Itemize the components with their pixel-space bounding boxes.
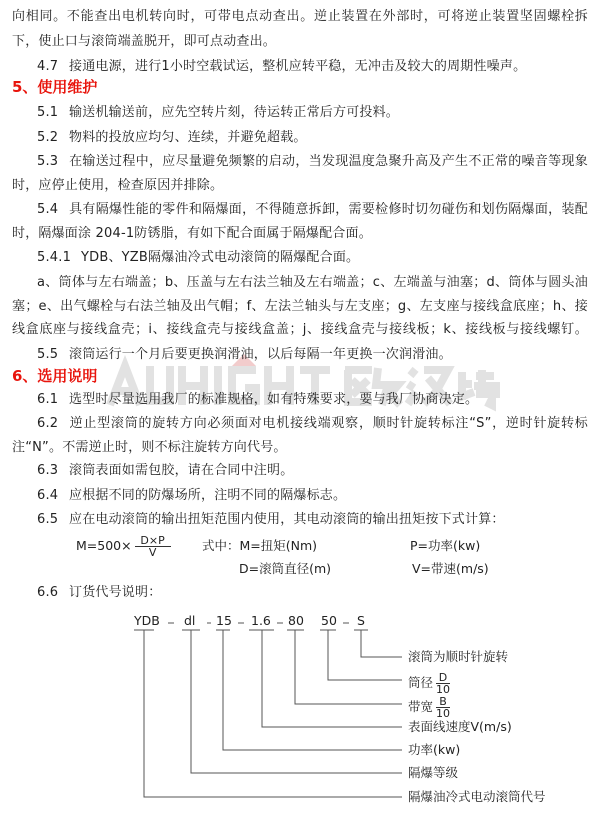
item-text: 订货代号说明： bbox=[69, 585, 162, 600]
code-80: 80 bbox=[288, 613, 304, 628]
formula-where-p: P=功率(kw) bbox=[410, 538, 481, 553]
formula-where-m: 式中：M=扭矩(Nm) bbox=[202, 538, 318, 553]
item-number: 6.3 bbox=[37, 463, 59, 478]
item-number: 6.4 bbox=[37, 488, 59, 503]
formula-lhs: M=500× bbox=[76, 538, 132, 553]
code-1-6: 1.6 bbox=[251, 613, 271, 628]
item-number: 5.2 bbox=[37, 130, 59, 145]
label-diameter bbox=[408, 672, 450, 695]
formula-where-v: V=带速(m/s) bbox=[412, 561, 489, 576]
item-number: 5.1 bbox=[37, 105, 59, 120]
item-number: 5.3 bbox=[37, 154, 59, 169]
fraction-denominator: 10 bbox=[436, 683, 451, 696]
paragraph-line: 塞；e、出气螺栓与右法兰轴及出气帽；f、左法兰轴头与左支座；g、左支座与接线盒底座；h、接 bbox=[12, 299, 588, 314]
label-speed: 表面线速度V(m/s) bbox=[408, 719, 512, 734]
leader-line-ydb bbox=[144, 630, 402, 797]
formula-denominator: V bbox=[148, 546, 157, 559]
item-text: 滚筒运行一个月后要更换润滑油，以后每隔一年更换一次润滑油。 bbox=[69, 347, 452, 362]
leader-line-50 bbox=[328, 630, 402, 680]
item-number: 6.2 bbox=[37, 416, 59, 431]
paragraph-line: 向相同。不能查出电机转向时，可带电点动查出。逆止装置在外部时，可将逆止装置坚固螺栓拆 bbox=[12, 9, 588, 24]
label-belt-width bbox=[408, 696, 450, 719]
code-50: 50 bbox=[321, 613, 337, 628]
section-heading-6: 6、选用说明 bbox=[12, 367, 98, 385]
paragraph-line: 注“N”。不需逆止时，则不标注旋转方向代号。 bbox=[12, 440, 287, 455]
label-product-code: 隔爆油冷式电动滚筒代号 bbox=[408, 789, 546, 804]
item-text: 在输送过程中，应尽量避免频繁的启动，当发现温度急聚升高及产生不正常的噪音等现象 bbox=[69, 154, 588, 169]
label-text: 筒径 bbox=[408, 675, 434, 690]
fraction-numerator: D bbox=[436, 672, 450, 684]
item-number: 6.1 bbox=[37, 392, 59, 407]
paragraph-line: 时，隔爆面涂 204-1防锈脂，有如下配合面属于隔爆配合面。 bbox=[12, 226, 372, 241]
paragraph-line: 下，使止口与滚筒端盖脱开，即可点动查出。 bbox=[12, 34, 277, 49]
leader-line-15 bbox=[223, 630, 402, 750]
label-text: 带宽 bbox=[408, 699, 434, 714]
item-number: 6.6 bbox=[37, 585, 59, 600]
code-15: 15 bbox=[216, 613, 232, 628]
section-heading-5: 5、使用维护 bbox=[12, 78, 98, 96]
paragraph-line: 时，应停止使用，检查原因并排除。 bbox=[12, 178, 224, 193]
code-dl: dl bbox=[184, 613, 196, 628]
item-number: 5.5 bbox=[37, 347, 59, 362]
item-text: 应根据不同的防爆场所，注明不同的隔爆标志。 bbox=[69, 488, 347, 503]
item-text: YDB、YZB隔爆油冷式电动滚筒的隔爆配合面。 bbox=[81, 250, 360, 265]
fraction-numerator: B bbox=[436, 696, 450, 708]
item-text: 应在电动滚筒的输出扭矩范围内使用，其电动滚筒的输出扭矩按下式计算： bbox=[69, 512, 505, 527]
paragraph-line: a、筒体与左右端盖；b、压盖与左右法兰轴及左右端盖；c、左端盖与油塞；d、筒体与圆头油 bbox=[37, 275, 588, 290]
code-ydb: YDB bbox=[134, 613, 160, 628]
item-text: 逆止型滚筒的旋转方向必须面对电机接线端观察，顺时针旋转标注“S”，逆时针旋转标 bbox=[69, 416, 588, 431]
leader-line-1-6 bbox=[262, 630, 402, 727]
item-number: 6.5 bbox=[37, 512, 59, 527]
item-text: 输送机输送前，应先空转片刻，待运转正常后方可投料。 bbox=[69, 105, 400, 120]
item-text: 接通电源，进行1小时空载试运，整机应转平稳，无冲击及较大的周期性噪声。 bbox=[69, 59, 527, 74]
item-text: 选型时尽量选用我厂的标准规格，如有特殊要求，要与我厂协商决定。 bbox=[69, 392, 479, 407]
item-text: 具有隔爆性能的零件和隔爆面，不得随意拆卸，需要检修时切勿碰伤和划伤隔爆面，装配 bbox=[69, 202, 588, 217]
label-rotation: 滚筒为顺时针旋转 bbox=[408, 649, 509, 664]
code-s: S bbox=[357, 613, 365, 628]
item-number: 5.4.1 bbox=[37, 250, 72, 265]
label-grade: 隔爆等级 bbox=[408, 765, 459, 780]
item-number: 4.7 bbox=[37, 59, 59, 74]
leader-line-80 bbox=[295, 630, 402, 704]
formula-where-d: D=滚筒直径(m) bbox=[239, 561, 332, 576]
item-number: 5.4 bbox=[37, 202, 59, 217]
label-power: 功率(kw) bbox=[408, 742, 461, 757]
item-text: 滚筒表面如需包胶，请在合同中注明。 bbox=[69, 463, 294, 478]
paragraph-line: 线盒底座与接线盒壳；i、接线盒壳与接线盒盖；j、接线盒壳与接线板；k、接线板与接线螺钉。 bbox=[12, 322, 588, 337]
leader-line-s bbox=[361, 630, 402, 657]
item-text: 物料的投放应均匀、连续，并避免超载。 bbox=[69, 130, 307, 145]
fraction-denominator: 10 bbox=[436, 707, 451, 720]
formula-numerator: D×P bbox=[135, 535, 171, 547]
